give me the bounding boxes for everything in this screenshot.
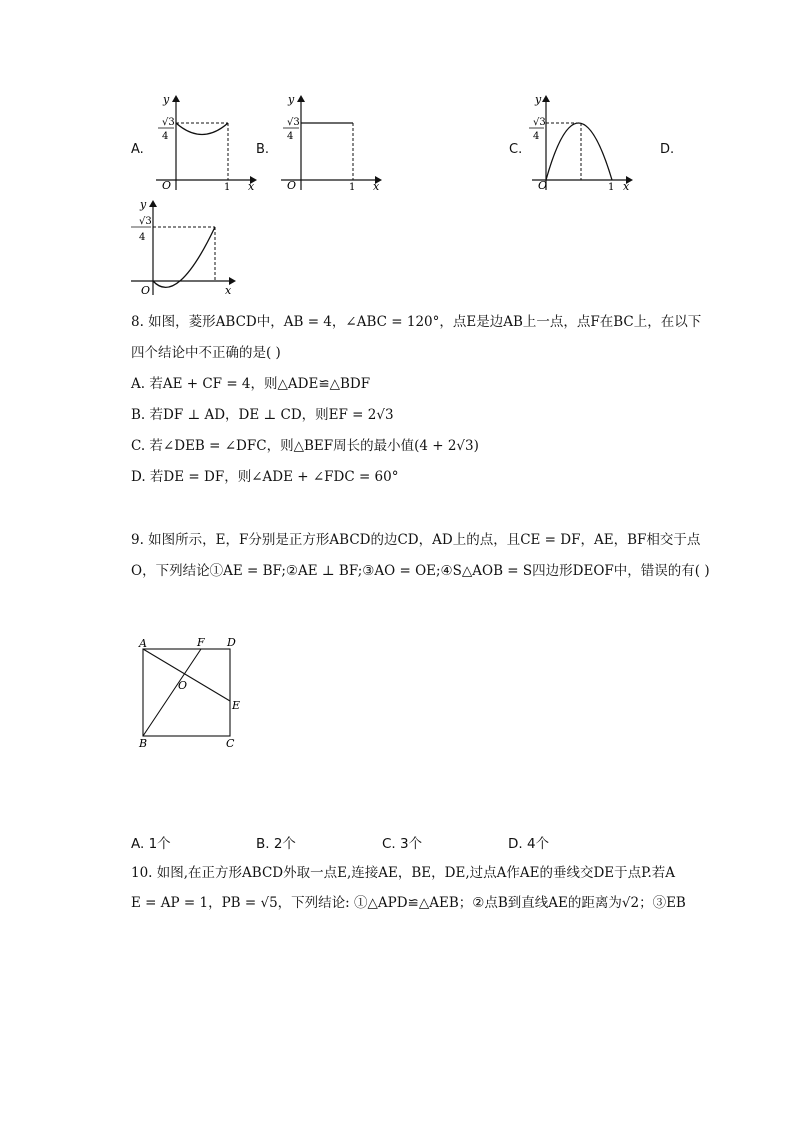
tick-bottom-label: 4 [287,131,294,142]
tick-top-label: √3 [287,117,300,128]
y-axis-label: y [163,93,170,106]
q9-square-figure [132,632,248,752]
x-tick-label: 1 [349,182,356,193]
x-axis-label: x [373,180,380,193]
vertex-c-label: C [226,737,235,750]
origin-label: O [538,179,548,192]
x-tick-label: 1 [608,182,615,193]
q8-option-a: A. 若AE + CF = 4，则△ADE≌△BDF [131,376,371,392]
tick-top-label: √3 [139,216,152,227]
y-axis-label: y [140,198,147,211]
vertex-d-label: D [227,636,236,649]
q9-stem-line-2: O，下列结论①AE = BF;②AE ⊥ BF;③AO = OE;④S△AOB = S四边形DEOF中，错误的有( ) [131,563,710,579]
q9-choice-c: C. 3个 [382,836,423,852]
option-c-letter: C. [509,142,523,157]
q10-stem-line-1: 10. 如图,在正方形ABCD外取一点E,连接AE，BE，DE,过点A作AE的垂线交DE于点P.若A [131,865,676,881]
graph-c [526,92,636,194]
q8-option-b: B. 若DF ⊥ AD，DE ⊥ CD，则EF = 2√3 [131,407,394,423]
q9-choice-a: A. 1个 [131,836,171,852]
option-d-letter: D. [660,142,675,157]
graph-a [150,92,260,194]
x-tick-label: 1 [224,182,231,193]
q8-stem-line-1: 8. 如图，菱形ABCD中，AB = 4，∠ABC = 120°，点E是边AB上一点，点F在BC上，在以下 [131,314,702,330]
q9-choice-b: B. 2个 [256,836,296,852]
tick-bottom-label: 4 [533,131,540,142]
y-axis-label: y [288,93,295,106]
q10-stem-line-2: E = AP = 1，PB = √5，下列结论: ①△APD≌△AEB；②点B到直线AE的距离为√2；③EB [131,895,686,911]
point-e-label: E [232,699,241,712]
vertex-a-label: A [139,637,147,650]
origin-label: O [287,179,297,192]
option-b-letter: B. [256,142,270,157]
point-f-label: F [197,636,205,649]
tick-bottom-label: 4 [162,131,169,142]
q8-option-c: C. 若∠DEB = ∠DFC，则△BEF周长的最小值(4 + 2√3) [131,438,479,454]
x-axis-label: x [248,180,255,193]
q8-stem-line-2: 四个结论中不正确的是( ) [131,345,281,361]
q9-stem-line-1: 9. 如图所示，E，F分别是正方形ABCD的边CD，AD上的点，且CE = DF，AE，BF相交于点 [131,532,701,548]
y-axis-label: y [535,93,542,106]
graph-d [127,197,242,299]
option-a-letter: A. [131,142,144,157]
q9-choice-d: D. 4个 [508,836,550,852]
q8-option-d: D. 若DE = DF，则∠ADE + ∠FDC = 60° [131,469,399,485]
graph-b [275,92,385,194]
tick-top-label: √3 [533,117,546,128]
point-o-label: O [178,679,188,692]
tick-bottom-label: 4 [139,232,146,243]
origin-label: O [162,179,172,192]
origin-label: O [141,284,151,297]
x-axis-label: x [623,180,630,193]
vertex-b-label: B [139,737,148,750]
x-axis-label: x [225,284,232,297]
tick-top-label: √3 [162,117,175,128]
